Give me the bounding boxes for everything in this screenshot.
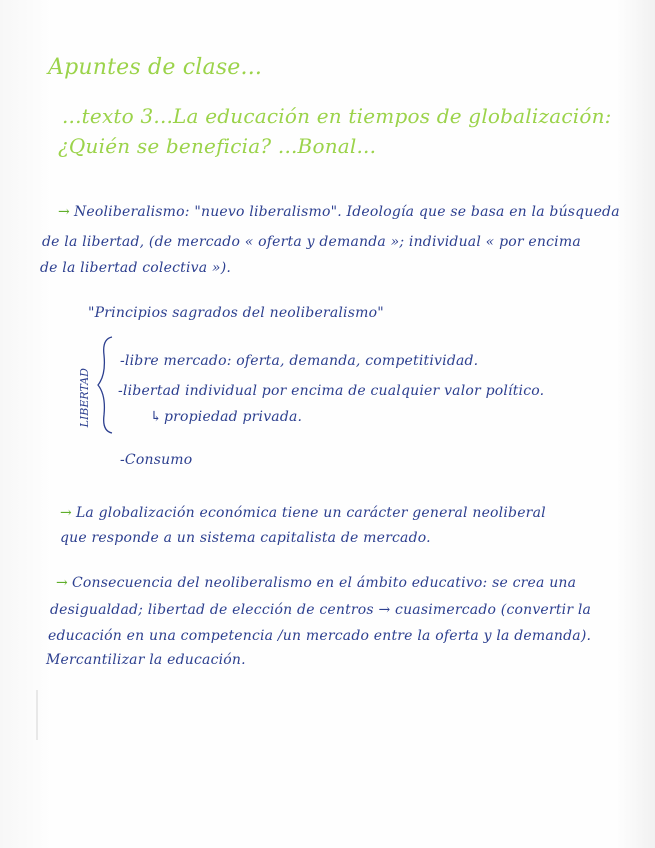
curly-brace-icon <box>96 335 114 435</box>
arrow-icon: → <box>60 505 72 521</box>
libertad-label: LIBERTAD <box>78 368 91 428</box>
page-margin-mark <box>36 690 38 740</box>
consequence-line-4: Mercantilizar la educación. <box>46 652 246 668</box>
consequence-line-1 <box>56 575 576 591</box>
subtitle-line-2: ¿Quién se beneficia? ...Bonal... <box>58 134 377 158</box>
consequence-line-2: desigualdad; libertad de elección de centros → cuasimercado (convertir la <box>50 602 592 618</box>
globalization-text-1: La globalización económica tiene un carácter general neoliberal <box>75 505 546 521</box>
consequence-line-3: educación en una competencia /un mercado entre la oferta y la demanda). <box>48 628 592 644</box>
principle-item-2-sub <box>150 409 302 425</box>
principle-item-2: -libertad individual por encima de cualquier valor político. <box>118 383 545 399</box>
subtitle-line-1: ...texto 3...La educación en tiempos de globalización: <box>62 104 612 128</box>
corner-arrow-icon: ↳ <box>150 409 162 425</box>
neoliberalism-line-3: de la libertad colectiva »). <box>40 260 232 276</box>
globalization-line-2: que responde a un sistema capitalista de mercado. <box>60 530 431 546</box>
consequence-text-1: Consecuencia del neoliberalismo en el ámbito educativo: se crea una <box>71 575 577 591</box>
principle-item-2-sub-text: propiedad privada. <box>163 409 303 425</box>
principles-heading: "Principios sagrados del neoliberalismo" <box>88 305 384 321</box>
arrow-icon: → <box>56 575 68 591</box>
neoliberalism-line-1 <box>58 204 620 220</box>
principle-item-3: -Consumo <box>120 452 193 468</box>
arrow-icon: → <box>58 204 70 220</box>
neoliberalism-text-1: Neoliberalismo: "nuevo liberalismo". Ideología que se basa en la búsqueda <box>73 204 620 220</box>
page-title: Apuntes de clase... <box>48 55 263 80</box>
neoliberalism-line-2: de la libertad, (de mercado « oferta y demanda »; individual « por encima <box>42 234 581 250</box>
globalization-line-1 <box>60 505 546 521</box>
principle-item-1: -libre mercado: oferta, demanda, competitividad. <box>120 353 479 369</box>
